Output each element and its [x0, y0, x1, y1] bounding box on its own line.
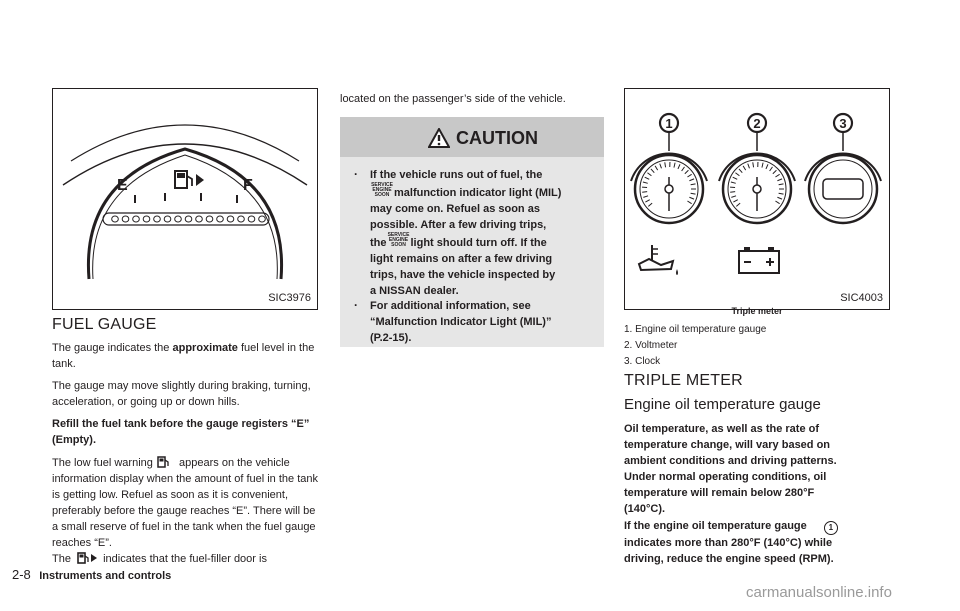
- paragraph-passenger-side: located on the passenger’s side of the vehicle.: [340, 93, 566, 105]
- figure-code: SIC4003: [840, 292, 883, 304]
- circled-number-marker: 1: [824, 521, 838, 535]
- callout-number-2: 2: [753, 116, 761, 131]
- dial-3: [805, 114, 881, 223]
- bullet: .: [354, 164, 358, 178]
- fuel-segment: [154, 216, 161, 222]
- list-item: 1. Engine oil temperature gauge: [624, 324, 767, 335]
- battery-icon: [739, 247, 779, 273]
- figure-caption: Triple meter: [731, 306, 783, 316]
- low-fuel-warning-icon: [156, 456, 176, 468]
- triple-meter-illustration: [625, 89, 889, 309]
- caution-body: [340, 157, 604, 347]
- callout-number-1: 1: [665, 116, 673, 131]
- paragraph-gauge-move: The gauge may move slightly during braking, turning, acceleration, or going up or down hills.: [52, 380, 311, 408]
- fuel-segment: [248, 216, 255, 222]
- fuel-segment: [259, 216, 266, 222]
- fuel-gauge-illustration: [53, 89, 317, 309]
- fuel-pump-icon: [175, 171, 204, 188]
- list-item: 2. Voltmeter: [624, 340, 678, 351]
- page-footer: [12, 566, 171, 584]
- dial-2: [719, 114, 795, 223]
- caution-item-mil-reference: For additional information, see “Malfunction Indicator Light (MIL)” (P.2-15).: [370, 300, 552, 344]
- fuel-segment: [185, 216, 192, 222]
- paragraph-refill: Refill the fuel tank before the gauge registers “E” (Empty).: [52, 418, 310, 446]
- section-name: Instruments and controls: [39, 570, 172, 582]
- list-item: 3. Clock: [624, 356, 661, 367]
- gauge-empty-label: E: [117, 177, 128, 194]
- service-engine-soon-icon: SERVICE ENGINE SOON: [371, 182, 393, 198]
- fuel-level-segments: [112, 216, 266, 222]
- caution-header: [340, 117, 604, 157]
- bullet: .: [354, 295, 358, 309]
- fuel-segment: [112, 216, 119, 222]
- service-engine-soon-icon: SERVICE ENGINE SOON: [387, 232, 410, 248]
- fuel-segment: [196, 216, 203, 222]
- triple-meter-heading: TRIPLE METER: [624, 372, 743, 389]
- triple-meter-figure: [624, 88, 890, 310]
- fuel-segment: [175, 216, 182, 222]
- oil-temp-subheading: Engine oil temperature gauge: [624, 396, 821, 413]
- paragraph-approximate: The gauge indicates the approximate fuel level in the tank.: [52, 342, 315, 370]
- fuel-segment: [164, 216, 171, 222]
- watermark: carmanualsonline.info: [746, 584, 892, 601]
- dial-1: [631, 114, 707, 223]
- page-number: 2-8: [12, 567, 31, 582]
- caution-title: CAUTION: [456, 128, 538, 148]
- oil-temperature-icon: [639, 245, 678, 275]
- fuel-door-side-icon: [74, 552, 100, 564]
- fuel-segment: [206, 216, 213, 222]
- warning-triangle-icon: [428, 128, 450, 148]
- callout-number-3: 3: [839, 116, 847, 131]
- fuel-segment: [238, 216, 245, 222]
- fuel-segment: [143, 216, 150, 222]
- fuel-gauge-figure: [52, 88, 318, 310]
- paragraph-high-oil-temp: If the engine oil temperature gauge 1 indicates more than 280°F (140°C) while driving, reduce the engine speed (RPM).: [624, 518, 894, 567]
- paragraph-filler-door: The indicates that the fuel-filler door is: [52, 553, 267, 565]
- fuel-segment: [217, 216, 224, 222]
- figure-code: SIC3976: [268, 292, 311, 304]
- paragraph-low-fuel: The low fuel warning appears on the vehicle information display when the amount of fuel in the tank is getting low. Refuel as soon as it is convenient, preferably before the gauge reaches “E”. There will be a small reserve of fuel in the tank when the fuel gauge reaches “E”.: [52, 457, 318, 549]
- fuel-segment: [122, 216, 129, 222]
- paragraph-oil-temperature: Oil temperature, as well as the rate of temperature change, will vary based on ambient conditions and driving patterns. Under normal operating conditions, oil temperature will remain below 280°F (140°C).: [624, 423, 837, 515]
- gauge-full-label: F: [243, 177, 253, 194]
- caution-item-out-of-fuel: If the vehicle runs out of fuel, the SERVICE ENGINE SOON malfunction indicator light (MIL) may come on. Refuel as soon as possible. After a few driving trips, the SERVICE ENGINE SOON light should turn off. If the light remains on after a few driving trips, have the vehicle inspected by a NISSAN dealer.: [370, 169, 562, 297]
- fuel-segment: [133, 216, 140, 222]
- fuel-segment: [227, 216, 234, 222]
- fuel-gauge-heading: FUEL GAUGE: [52, 316, 157, 333]
